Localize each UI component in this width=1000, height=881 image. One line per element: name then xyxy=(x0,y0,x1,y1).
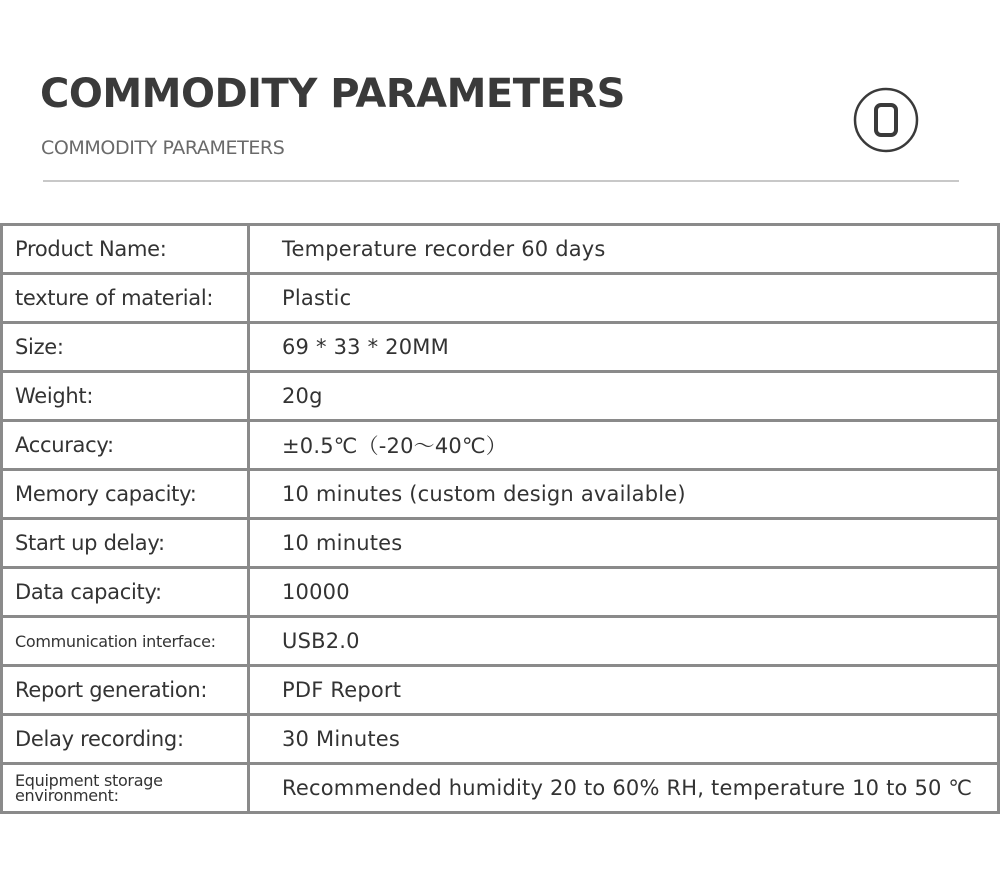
param-value: USB2.0 xyxy=(249,617,999,666)
device-icon xyxy=(853,87,919,153)
param-label: Memory capacity: xyxy=(2,470,249,519)
table-row xyxy=(2,715,999,764)
param-label: Start up delay: xyxy=(2,519,249,568)
table-row xyxy=(2,666,999,715)
param-value: 20g xyxy=(249,372,999,421)
table-row xyxy=(2,421,999,470)
page-header xyxy=(0,0,1000,200)
param-value: 10000 xyxy=(249,568,999,617)
param-value: PDF Report xyxy=(249,666,999,715)
table-row xyxy=(2,519,999,568)
table-row xyxy=(2,470,999,519)
table-row xyxy=(2,274,999,323)
table-row xyxy=(2,372,999,421)
param-value: 69 * 33 * 20MM xyxy=(249,323,999,372)
table-row xyxy=(2,568,999,617)
table-row xyxy=(2,764,999,813)
param-label: Report generation: xyxy=(2,666,249,715)
param-label: Communication interface: xyxy=(2,617,249,666)
param-label: texture of material: xyxy=(2,274,249,323)
param-value: Plastic xyxy=(249,274,999,323)
parameters-table xyxy=(0,223,1000,814)
page-subtitle: COMMODITY PARAMETERS xyxy=(41,137,285,159)
table-row xyxy=(2,225,999,274)
param-value: 10 minutes xyxy=(249,519,999,568)
param-label: Product Name: xyxy=(2,225,249,274)
param-value: Temperature recorder 60 days xyxy=(249,225,999,274)
table-row xyxy=(2,617,999,666)
page-title: COMMODITY PARAMETERS xyxy=(40,71,625,117)
header-divider xyxy=(43,180,959,182)
param-label: Size: xyxy=(2,323,249,372)
table-row xyxy=(2,323,999,372)
param-label: Weight: xyxy=(2,372,249,421)
param-label: Data capacity: xyxy=(2,568,249,617)
param-value: Recommended humidity 20 to 60% RH, temperature 10 to 50 ℃ xyxy=(249,764,999,813)
param-value: ±0.5℃（-20～40℃） xyxy=(249,421,999,470)
param-value: 30 Minutes xyxy=(249,715,999,764)
param-label: Equipment storage environment: xyxy=(2,764,249,813)
param-label: Delay recording: xyxy=(2,715,249,764)
param-value: 10 minutes (custom design available) xyxy=(249,470,999,519)
param-label: Accuracy: xyxy=(2,421,249,470)
